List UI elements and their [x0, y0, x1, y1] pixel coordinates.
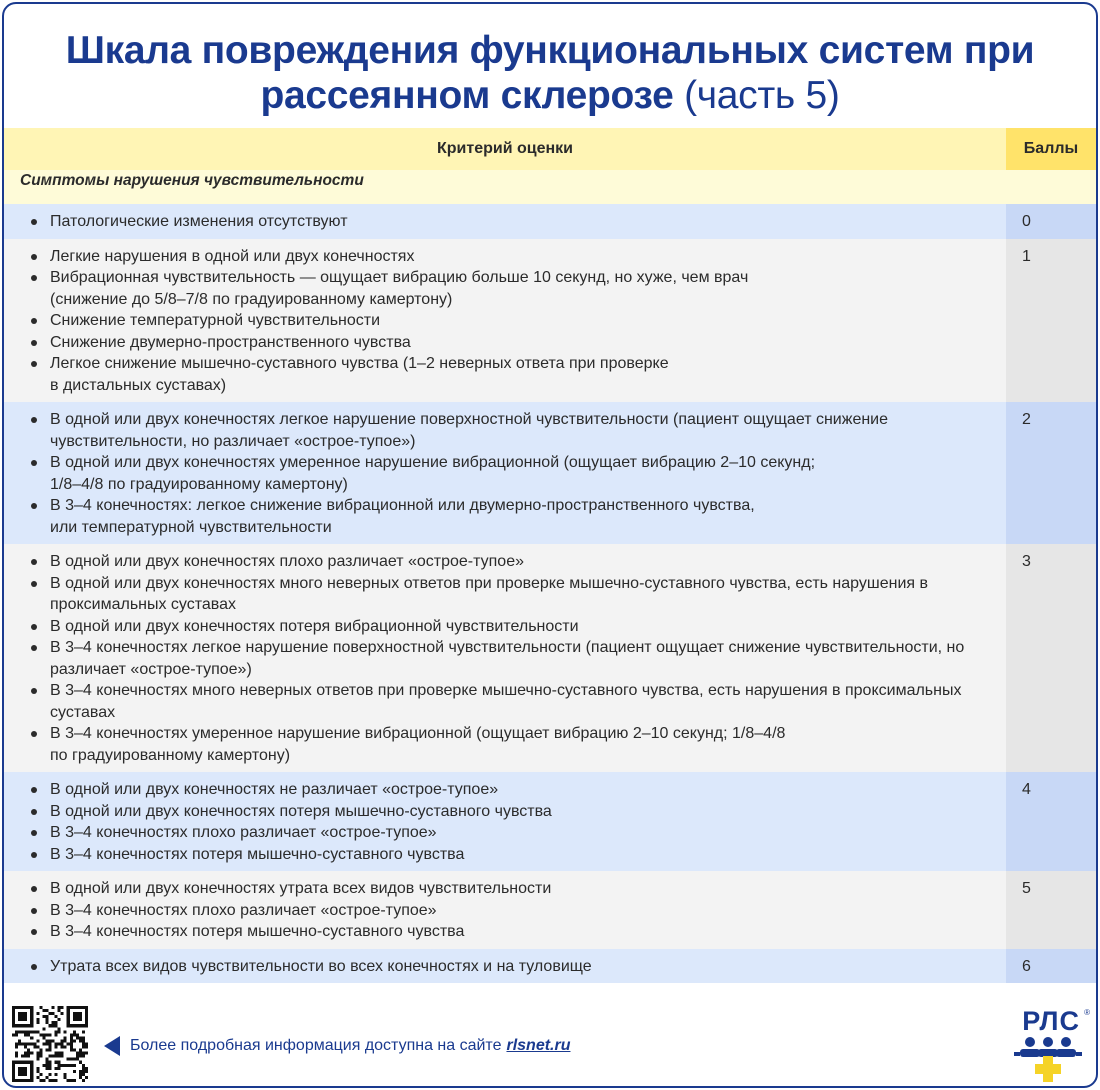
criterion-item: Утрата всех видов чувствительности во всех конечностях и на туловище	[30, 956, 996, 978]
header-score: Баллы	[1006, 128, 1096, 170]
footer	[4, 996, 1096, 1086]
criterion-cell	[4, 204, 1006, 239]
header-criterion: Критерий оценки	[4, 128, 1006, 170]
criterion-item: В одной или двух конечностях потеря мышечно-суставного чувства	[30, 801, 996, 823]
criterion-list	[30, 409, 996, 538]
criterion-list	[30, 878, 996, 943]
criterion-cell	[4, 239, 1006, 403]
rls-logo-icon	[1008, 1006, 1088, 1082]
page-title	[4, 4, 1096, 128]
score-cell: 1	[1006, 239, 1096, 403]
table-row	[4, 772, 1096, 871]
score-cell: 6	[1006, 949, 1096, 984]
criterion-item: В 3–4 конечностях умеренное нарушение вибрационной (ощущает вибрацию 2–10 секунд; 1/8–4/8 по градуированному камертону)	[30, 723, 996, 766]
score-cell: 0	[1006, 204, 1096, 239]
table-row	[4, 204, 1096, 239]
title-part: (часть 5)	[684, 74, 840, 117]
criterion-list	[30, 779, 996, 865]
qr-code-icon[interactable]	[12, 1006, 88, 1082]
criterion-item: Вибрационная чувствительность — ощущает вибрацию больше 10 секунд, но хуже, чем врач (снижение до 5/8–7/8 по градуированному камертону)	[30, 267, 996, 310]
criterion-cell	[4, 772, 1006, 871]
logo-registered-mark: ®	[1084, 1008, 1090, 1017]
logo-figures	[1008, 1006, 1088, 1082]
criterion-item: В 3–4 конечностях потеря мышечно-суставного чувства	[30, 921, 996, 943]
table-row	[4, 871, 1096, 949]
criterion-item: В 3–4 конечностях потеря мышечно-суставного чувства	[30, 844, 996, 866]
title-main: Шкала повреждения функциональных систем при рассеянном склерозе	[65, 29, 1035, 117]
info-text: Более подробная информация доступна на сайте	[130, 1037, 502, 1054]
criterion-item: В 3–4 конечностях: легкое снижение вибрационной или двумерно-пространственного чувства, или температурной чувствительности	[30, 495, 996, 538]
criterion-item: В одной или двух конечностях легкое нарушение поверхностной чувствительности (пациент ощущает снижение чувствительности, но различает «острое-тупое»)	[30, 409, 996, 452]
scale-table	[4, 128, 1096, 983]
criterion-list	[30, 246, 996, 397]
criterion-item: Патологические изменения отсутствуют	[30, 211, 996, 233]
criterion-item: Легкое снижение мышечно-суставного чувства (1–2 неверных ответа при проверке в дистальных суставах)	[30, 353, 996, 396]
criterion-cell	[4, 871, 1006, 949]
criterion-item: В одной или двух конечностях не различает «острое-тупое»	[30, 779, 996, 801]
criterion-cell	[4, 402, 1006, 544]
criterion-cell	[4, 544, 1006, 772]
table-row	[4, 402, 1096, 544]
logo-text: РЛС	[1022, 1006, 1080, 1036]
table-row	[4, 544, 1096, 772]
info-line	[104, 1036, 570, 1056]
criterion-list	[30, 551, 996, 766]
criterion-item: В 3–4 конечностях легкое нарушение поверхностной чувствительности (пациент ощущает снижение чувствительности, но различает «острое-тупое»)	[30, 637, 996, 680]
criterion-item: В 3–4 конечностях плохо различает «острое-тупое»	[30, 900, 996, 922]
table-header-row	[4, 128, 1096, 170]
criterion-item: В 3–4 конечностях плохо различает «острое-тупое»	[30, 822, 996, 844]
site-link[interactable]: rlsnet.ru	[506, 1037, 571, 1054]
criterion-cell	[4, 949, 1006, 984]
criterion-item: В одной или двух конечностях потеря вибрационной чувствительности	[30, 616, 996, 638]
score-cell: 2	[1006, 402, 1096, 544]
score-cell: 4	[1006, 772, 1096, 871]
score-cell: 3	[1006, 544, 1096, 772]
criterion-item: Снижение температурной чувствительности	[30, 310, 996, 332]
criterion-item: В одной или двух конечностях умеренное нарушение вибрационной (ощущает вибрацию 2–10 секунд; 1/8–4/8 по градуированному камертону)	[30, 452, 996, 495]
arrow-left-icon	[104, 1036, 120, 1056]
infographic-frame	[2, 2, 1098, 1088]
criterion-item: В 3–4 конечностях много неверных ответов при проверке мышечно-суставного чувства, есть нарушения в проксимальных суставах	[30, 680, 996, 723]
score-cell: 5	[1006, 871, 1096, 949]
section-title: Симптомы нарушения чувствительности	[4, 170, 1096, 204]
table-row	[4, 949, 1096, 984]
criterion-item: В одной или двух конечностях много неверных ответов при проверке мышечно-суставного чувства, есть нарушения в проксимальных суставах	[30, 573, 996, 616]
section-row	[4, 170, 1096, 204]
table-row	[4, 239, 1096, 403]
criterion-item: Снижение двумерно-пространственного чувства	[30, 332, 996, 354]
criterion-list	[30, 211, 996, 233]
criterion-item: В одной или двух конечностях плохо различает «острое-тупое»	[30, 551, 996, 573]
criterion-item: Легкие нарушения в одной или двух конечностях	[30, 246, 996, 268]
criterion-item: В одной или двух конечностях утрата всех видов чувствительности	[30, 878, 996, 900]
criterion-list	[30, 956, 996, 978]
